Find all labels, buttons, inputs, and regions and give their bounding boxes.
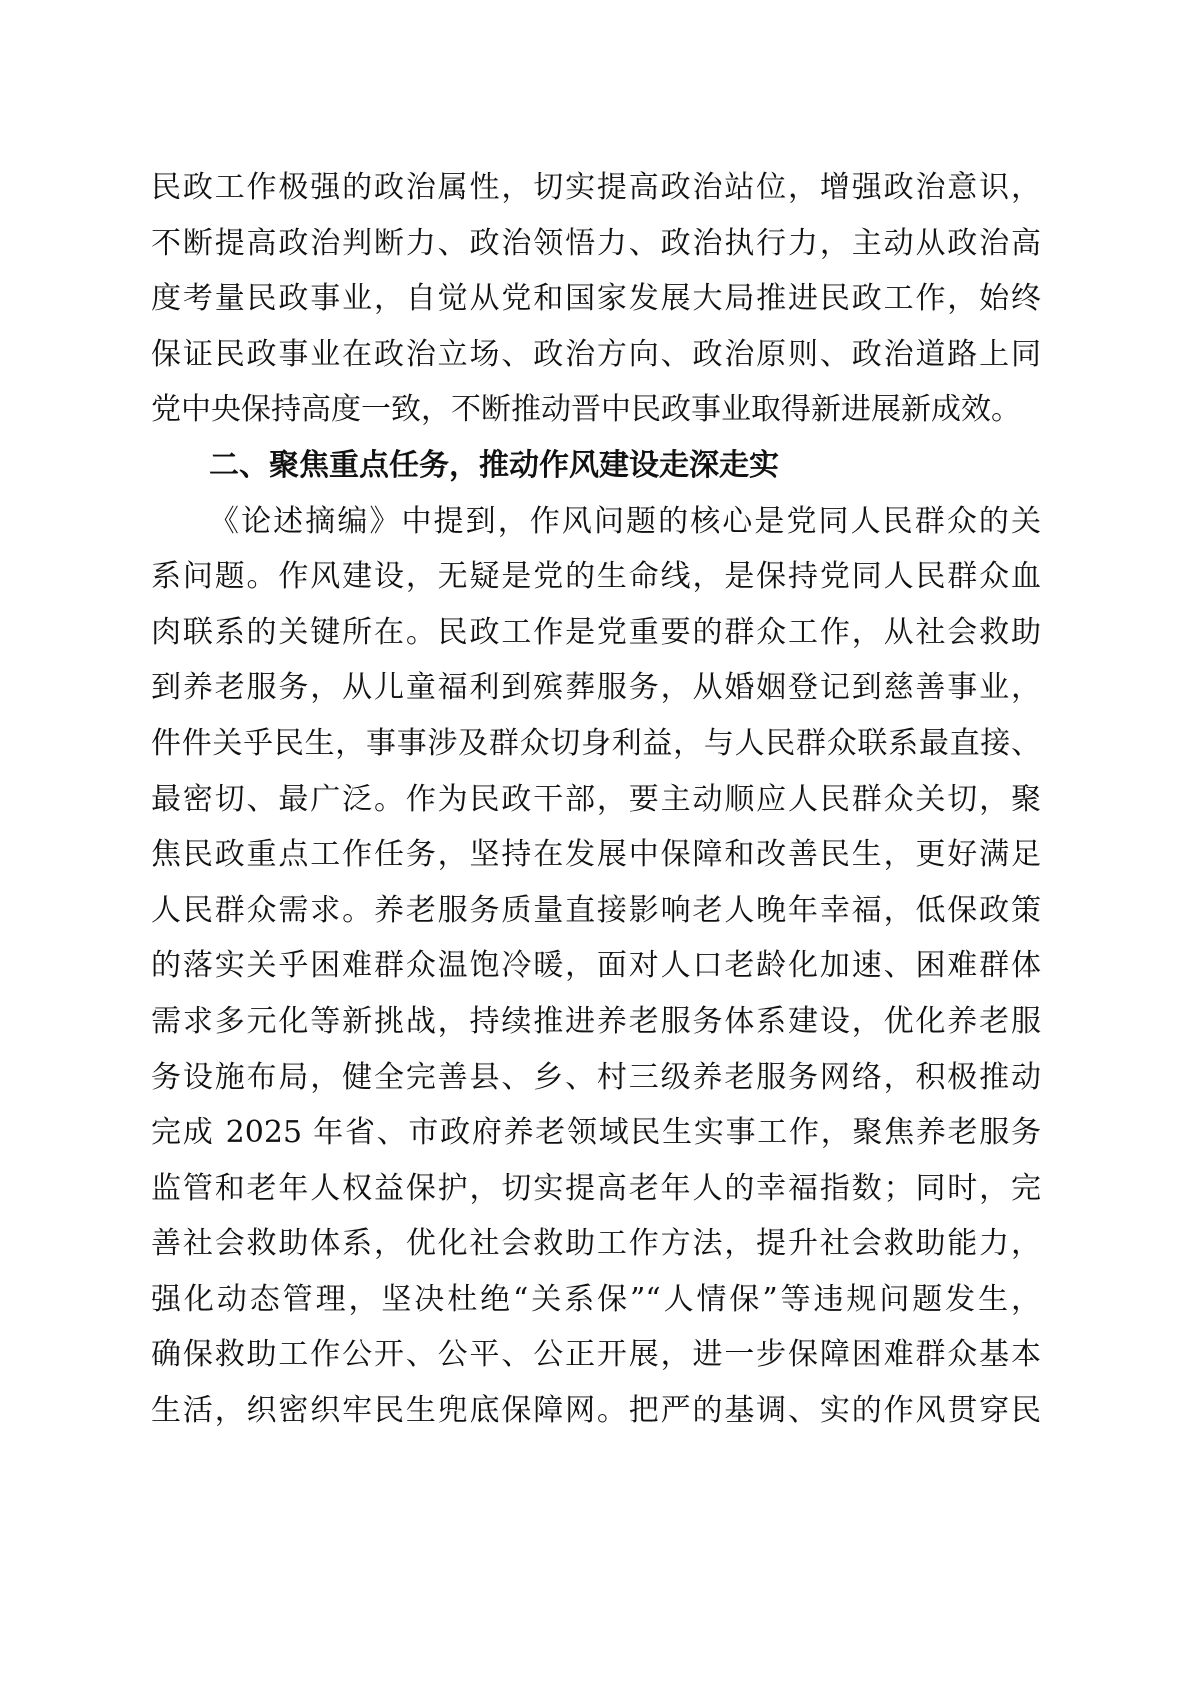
text-line: 民政工作极强的政治属性，切实提高政治站位，增强政治意识， xyxy=(151,170,1041,205)
text-line: 完成 2025 年省、市政府养老领域民生实事工作，聚焦养老服务 xyxy=(151,1115,1041,1151)
text-line: 焦民政重点工作任务，坚持在发展中保障和改善民生，更好满足 xyxy=(151,837,1041,873)
text-line: 件件关乎民生，事事涉及群众切身利益，与人民群众联系最直接、 xyxy=(151,725,1041,761)
paragraph-first-line: 《论述摘编》中提到，作风问题的核心是党同人民群众的关 xyxy=(209,503,1041,539)
text-line: 人民群众需求。养老服务质量直接影响老人晚年幸福，低保政策 xyxy=(151,892,1041,928)
text-line: 确保救助工作公开、公平、公正开展，进一步保障困难群众基本 xyxy=(151,1337,1041,1373)
text-line: 最密切、最广泛。作为民政干部，要主动顺应人民群众关切，聚 xyxy=(151,781,1041,817)
text-line: 生活，织密织牢民生兜底保障网。把严的基调、实的作风贯穿民 xyxy=(151,1393,1041,1429)
text-line: 保证民政事业在政治立场、政治方向、政治原则、政治道路上同 xyxy=(151,336,1041,372)
text-line: 度考量民政事业，自觉从党和国家发展大局推进民政工作，始终 xyxy=(151,281,1041,317)
text-line: 肉联系的关键所在。民政工作是党重要的群众工作，从社会救助 xyxy=(151,614,1041,650)
text-line: 务设施布局，健全完善县、乡、村三级养老服务网络，积极推动 xyxy=(151,1059,1041,1095)
text-line: 监管和老年人权益保护，切实提高老年人的幸福指数；同时，完 xyxy=(151,1170,1041,1206)
text-line: 的落实关乎困难群众温饱冷暖，面对人口老龄化加速、困难群体 xyxy=(151,948,1041,984)
document-body xyxy=(151,160,1041,1439)
text-line: 不断提高政治判断力、政治领悟力、政治执行力，主动从政治高 xyxy=(151,225,1041,261)
text-line: 强化动态管理，坚决杜绝“关系保”“人情保”等违规问题发生， xyxy=(151,1281,1041,1317)
text-line: 党中央保持高度一致，不断推动晋中民政事业取得新进展新成效。 xyxy=(151,392,1021,428)
text-line: 系问题。作风建设，无疑是党的生命线，是保持党同人民群众血 xyxy=(151,559,1041,595)
text-line: 需求多元化等新挑战，持续推进养老服务体系建设，优化养老服 xyxy=(151,1003,1041,1039)
text-line: 善社会救助体系，优化社会救助工作方法，提升社会救助能力， xyxy=(151,1226,1041,1262)
section-heading: 二、聚焦重点任务，推动作风建设走深走实 xyxy=(209,447,779,483)
text-line: 到养老服务，从儿童福利到殡葬服务，从婚姻登记到慈善事业， xyxy=(151,670,1041,706)
